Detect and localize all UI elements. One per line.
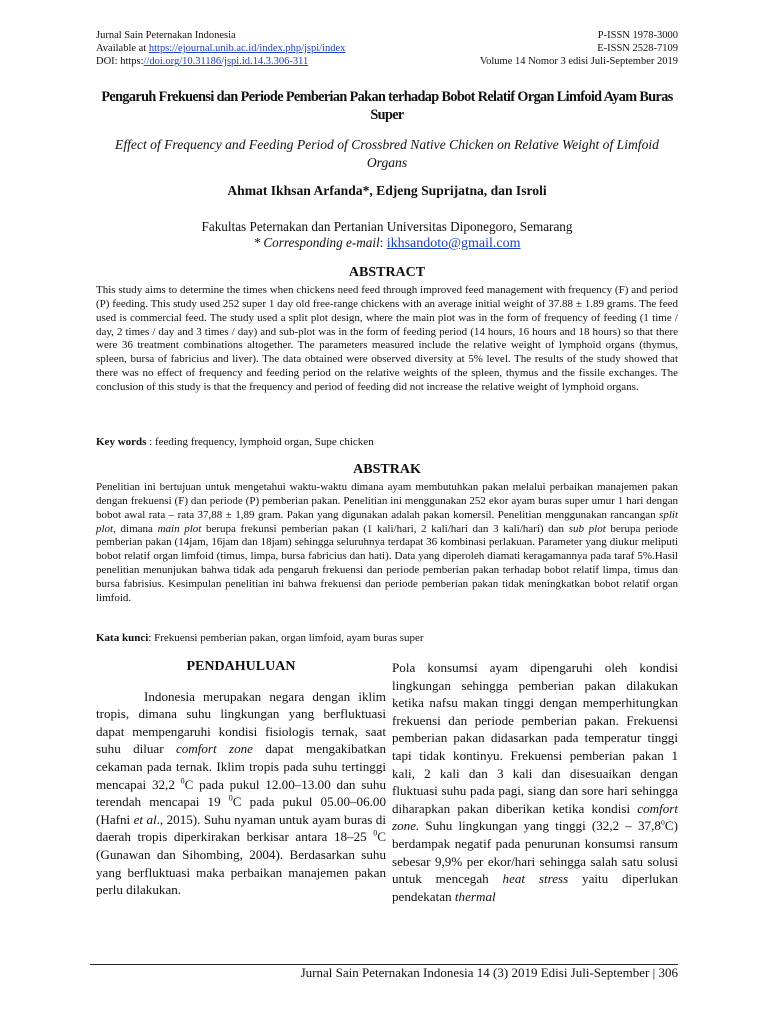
intro-heading: PENDAHULUAN (186, 659, 296, 674)
page-header (96, 29, 678, 68)
volume-info: Volume 14 Nomor 3 edisi Juli-September 2019 (479, 56, 678, 67)
p-issn: P-ISSN 1978-3000 (597, 30, 678, 41)
e-issn: E-ISSN 2528-7109 (597, 43, 678, 54)
abstrak-heading: ABSTRAK (353, 462, 421, 477)
abstract-heading: ABSTRACT (348, 265, 426, 280)
paper-subtitle: Effect of Frequency and Feeding Period of Crossbred Native Chicken on Relative Weight of Limfoid Organs (115, 137, 659, 170)
intro-paragraph-1: Indonesia merupakan negara dengan iklim tropis, dimana suhu lingkungan yang berfluktuasi dapat mempengaruhi kondisi fisiologis ternak, saat suhu diluar comfort zone dapat mengakibatkan cekaman pada ternak. Iklim tropis pada suhu tertinggi mencapai 32,2 $^0$C pada pukul 12.00–13.00 dan suhu terendah mencapai 19 $^0$C pada pukul 05.00–06.00 (Hafni et al., 2015). Suhu nyaman untuk ayam buras di daerah tropis diperkirakan berkisar antara 18–25 $^0$C (Gunawan dan Sihombing, 2004). Berdasarkan suhu yang berfluktuasi maka perbaikan manajemen pakan perlu dilakukan. (96, 688, 386, 898)
intro-paragraph-2: Pola konsumsi ayam dipengaruhi oleh kondisi lingkungan sehingga pemberian pakan dilakukan ketika nafsu makan tinggi dengan memperhitungkan frekuensi dan periode pemberian pakan. Frekuensi pemberian pakan didasarkan pada temperatur tinggi tapi tidak kontinyu. Frekuensi pemberian pakan 1 kali, 2 kali dan 3 kali dan disesuaikan dengan fluktuasi suhu pada pagi, siang dan sore hari sehingga diharapkan pakan diberikan ketika kondisi comfort zone. Suhu lingkungan yang tinggi (32,2 – 37,8$^o$C) berdampak negatif pada penurunan konsumsi ransum sebesar 9,9% per ekor/hari sehingga salah satu solusi untuk mencegah heat stress yaitu diperlukan pendekatan thermal (392, 660, 678, 904)
authors: Ahmat Ikhsan Arfanda*, Edjeng Suprijatna, dan Isroli (227, 183, 547, 198)
right-column (392, 659, 678, 905)
affiliation: Fakultas Peternakan dan Pertanian Universitas Diponegoro, Semarang (201, 219, 573, 234)
doi: DOI: https://doi.org/10.31186/jspi.id.14.3.306-311 (96, 56, 309, 67)
corresponding-email: * Corresponding e-mail: ikhsandoto@gmail.com (253, 235, 521, 251)
kata-kunci: Kata kunci: Frekuensi pemberian pakan, organ limfoid, ayam buras super (96, 632, 424, 644)
available-at: Available at https://ejournal.unib.ac.id/index.php/jspi/index (96, 43, 346, 54)
page-footer: Jurnal Sain Peternakan Indonesia 14 (3) 2019 Edisi Juli-September | 306 (300, 965, 678, 980)
journal-url-link[interactable]: https://ejournal.unib.ac.id/index.php/jspi/index (148, 43, 346, 54)
journal-name: Jurnal Sain Peternakan Indonesia (96, 30, 236, 41)
paper-title: Pengaruh Frekuensi dan Periode Pemberian Pakan terhadap Bobot Relatif Organ Limfoid Ayam Buras Super (101, 89, 673, 123)
left-column (96, 658, 386, 899)
abstrak-text: Penelitian ini bertujuan untuk mengetahui waktu-waktu dimana ayam membutuhkan pakan melalui perbaikan manajemen pakan dengan frekuensi (F) dan periode (P) pemberian pakan. Penelitian ini menggunakan 252 ekor ayam buras super umur 1 hari dengan bobot awal rata – rata 37,88 ± 1,89 gram. Pakan yang digunakan adalah pakan komersil. Penelitian menggunakan rancangan split plot, dimana main plot berupa frekunsi pemberian pakan (1 kali/hari, 2 kali/hari dan 3 kali/hari) dan sub plot berupa periode pemberian pakan (14jam, 16jam dan 18jam) sehingga seluruhnya terdapat 36 kombinasi perlakuan. Parameter yang diukur meliputi bobot relatif organ limfoid (timus, limpa, bursa fabricius dan hati). Data yang diperoleh diamati keragamannya pada taraf 5%.Hasil penelitian menunjukan bahwa tidak ada pengaruh frekuensi dan periode pemberian pakan terhadap bobot relatif limpa, timus dan bursa fabrisius. Kesimpulan penelitian ini bahwa frekuensi dan periode pemberian pakan tidak meningkatkan bobot relatif organ limfoid. (96, 481, 678, 604)
abstract-text: This study aims to determine the times when chickens need feed through improved feed management with frequency (F) and period (P) feeding. This study used 252 super 1 day old free-range chickens with an average initial weight of 37.88 ± 1.89 grams. The feed used is commercial feed. The study used a split plot design, where the main plot was in the form of frequency of feeding (1 time / day, 2 times / day and 3 times / day) and sub-plot was in the form of feeding period (14 hours, 16 hours and 18 hours) so that there were 36 treatment combinations altogether. The parameters measured include the relative weight of lymphoid organs (thymus, spleen, bursa of fabricius and liver). The data obtained were observed diversity at 5% level. The results of the study showed that there was no effect of frequency and feeding period on the relative weights of the spleen, thymus and the fissile exchanges. The conclusion of this study is that the frequency and period of feeding did not increase the relative weight of lymphoid organs. (96, 284, 678, 393)
key-words: Key words : feeding frequency, lymphoid organ, Supe chicken (96, 436, 374, 448)
doi-link[interactable]: //doi.org/10.31186/jspi.id.14.3.306-311 (143, 56, 309, 67)
email-link[interactable]: ikhsandoto@gmail.com (386, 236, 521, 251)
